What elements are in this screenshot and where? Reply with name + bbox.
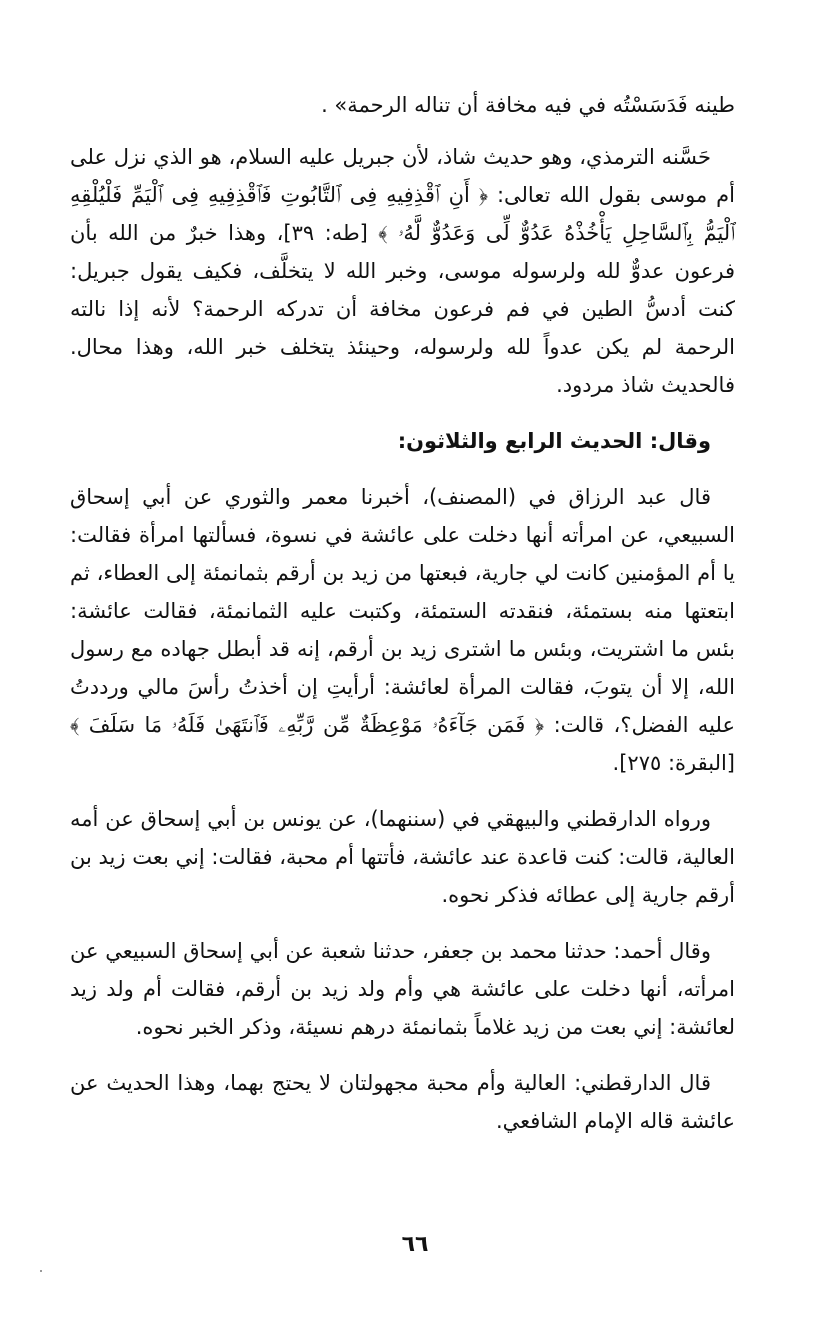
margin-mark — [40, 1270, 42, 1272]
page-number: ٦٦ — [401, 1232, 429, 1257]
section-heading: وقال: الحديث الرابع والثلاثون: — [397, 429, 711, 453]
paragraph-continuation: طينه فَدَسَسْتُه في فيه مخافة أن تناله الرحمة» . — [321, 93, 735, 117]
page-body — [70, 86, 735, 1158]
paragraph-tirmidhi-commentary: حَسَّنه الترمذي، وهو حديث شاذ، لأن جبريل عليه السلام، هو الذي نزل على أم موسى بقول الله تعالى: ﴿ أَنِ ٱقْذِفِيهِ فِى ٱلتَّابُوتِ فَٱقْذِفِيهِ فِى ٱلْيَمِّ فَلْيُلْقِهِ ٱلْيَمُّ بِٱلسَّاحِلِ يَأْخُذْهُ عَدُوٌّ لِّى وَعَدُوٌّ لَّهُۥ ﴾ [طه: ٣٩]، وهذا خبرٌ من الله بأن فرعون عدوٌّ لله ولرسوله موسى، وخبر الله لا يتخلَّف، فكيف يقول جبريل: كنت أدسُّ الطين في فم فرعون مخافة أن تدركه الرحمة؟ لأنه إذا نالته الرحمة لم يكن عدواً لله ولرسوله، وحينئذ يتخلف خبر الله، وهذا محال. فالحديث شاذ مردود. — [70, 145, 735, 397]
paragraph-daraqutni-narration: ورواه الدارقطني والبيهقي في (سننهما)، عن يونس بن أبي إسحاق عن أمه العالية، قالت: كنت قاعدة عند عائشة، فأتتها أم محبة، فقالت: إني بعت زيد بن أرقم جارية إلى عطائه فذكر نحوه. — [70, 807, 735, 907]
paragraph-ahmad-narration: وقال أحمد: حدثنا محمد بن جعفر، حدثنا شعبة عن أبي إسحاق السبيعي عن امرأته، أنها دخلت على عائشة هي وأم ولد زيد بن أرقم، فقالت أم ولد زيد لعائشة: إني بعت من زيد غلاماً بثمانمئة درهم نسيئة، وذكر الخبر نحوه. — [70, 939, 735, 1039]
paragraph-abdulrazzaq-narration: قال عبد الرزاق في (المصنف)، أخبرنا معمر والثوري عن أبي إسحاق السبيعي، عن امرأته أنها دخلت على عائشة في نسوة، فسألتها امرأة فقالت: يا أم المؤمنين كانت لي جارية، فبعتها من زيد بن أرقم بثمانمئة إلى العطاء، ثم ابتعتها منه بستمئة، فنقدته الستمئة، وكتبت عليه الثمانمئة، فقالت عائشة: بئس ما اشتريت، وبئس ما اشترى زيد بن أرقم، إنه قد أبطل جهاده مع رسول الله، إلا أن يتوبَ، فقالت المرأة لعائشة: أرأيتِ إن أخذتُ رأسَ مالي ورددتُ عليه الفضل؟، قالت: ﴿ فَمَن جَآءَهُۥ مَوْعِظَةٌ مِّن رَّبِّهِۦ فَٱنتَهَىٰ فَلَهُۥ مَا سَلَفَ ﴾ [البقرة: ٢٧٥]. — [70, 485, 735, 775]
paragraph-daraqutni-judgement: قال الدارقطني: العالية وأم محبة مجهولتان لا يحتج بهما، وهذا الحديث عن عائشة قاله الإمام الشافعي. — [70, 1071, 735, 1133]
